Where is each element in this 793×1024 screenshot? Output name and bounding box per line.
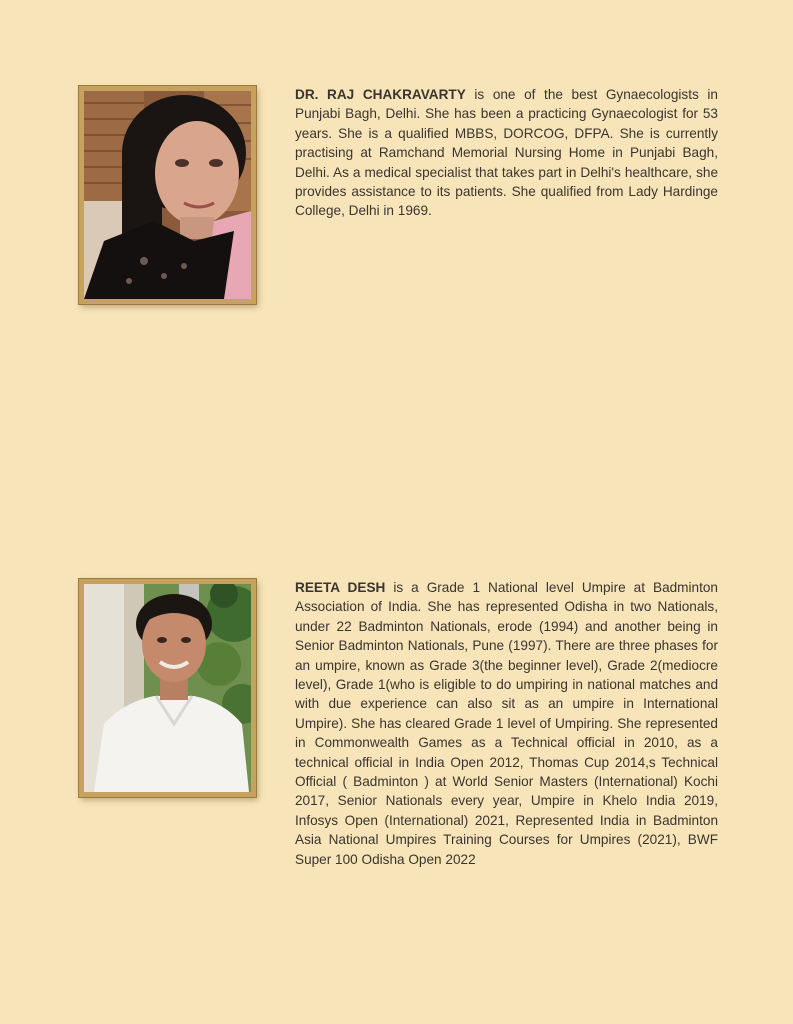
profile-name: DR. RAJ CHAKRAVARTY: [295, 87, 466, 102]
profile-description: is a Grade 1 National level Umpire at Badminton Association of India. She has represented Odisha in two Nationals, under 22 Badminton Nationals, erode (1994) and another being in Senior Badminton Nationals, Pune (1997). There are three phases for an umpire, known as Grade 3(the beginner level), Grade 2(mediocre level), Grade 1(who is eligible to do umpiring in national matches and with due experience can also sit as an umpire in International Umpire). She has cleared Grade 1 level of Umpiring. She represented in Commonwealth Games as a Technical official in 2010, as a technical official in India Open 2012, Thomas Cup 2014,s Technical Official ( Badminton ) at World Senior Masters (International) Kochi 2017, Senior Nationals every year, Umpire in Khelo India 2019, Infosys Open (International) 2021, Represented India in Badminton Asia National Umpires Training Courses for Umpires (2021), BWF Super 100 Odisha Open 2022: [295, 580, 718, 867]
portrait-image: [84, 584, 251, 792]
portrait-photo: [79, 579, 256, 797]
portrait-image: [84, 91, 251, 299]
portrait-photo: [79, 86, 256, 304]
profile-description: is one of the best Gynaecologists in Punjabi Bagh, Delhi. She has been a practicing Gynaecologist for 53 years. She is a qualified MBBS, DORCOG, DFPA. She is currently practising at Ramchand Memorial Nursing Home in Punjabi Bagh, Delhi. As a medical specialist that takes part in Delhi's healthcare, she provides assistance to its patients. She qualified from Lady Hardinge College, Delhi in 1969.: [295, 87, 718, 219]
profile-name: REETA DESH: [295, 580, 386, 595]
profile-bio: [295, 85, 718, 221]
profile-bio: [295, 578, 718, 869]
